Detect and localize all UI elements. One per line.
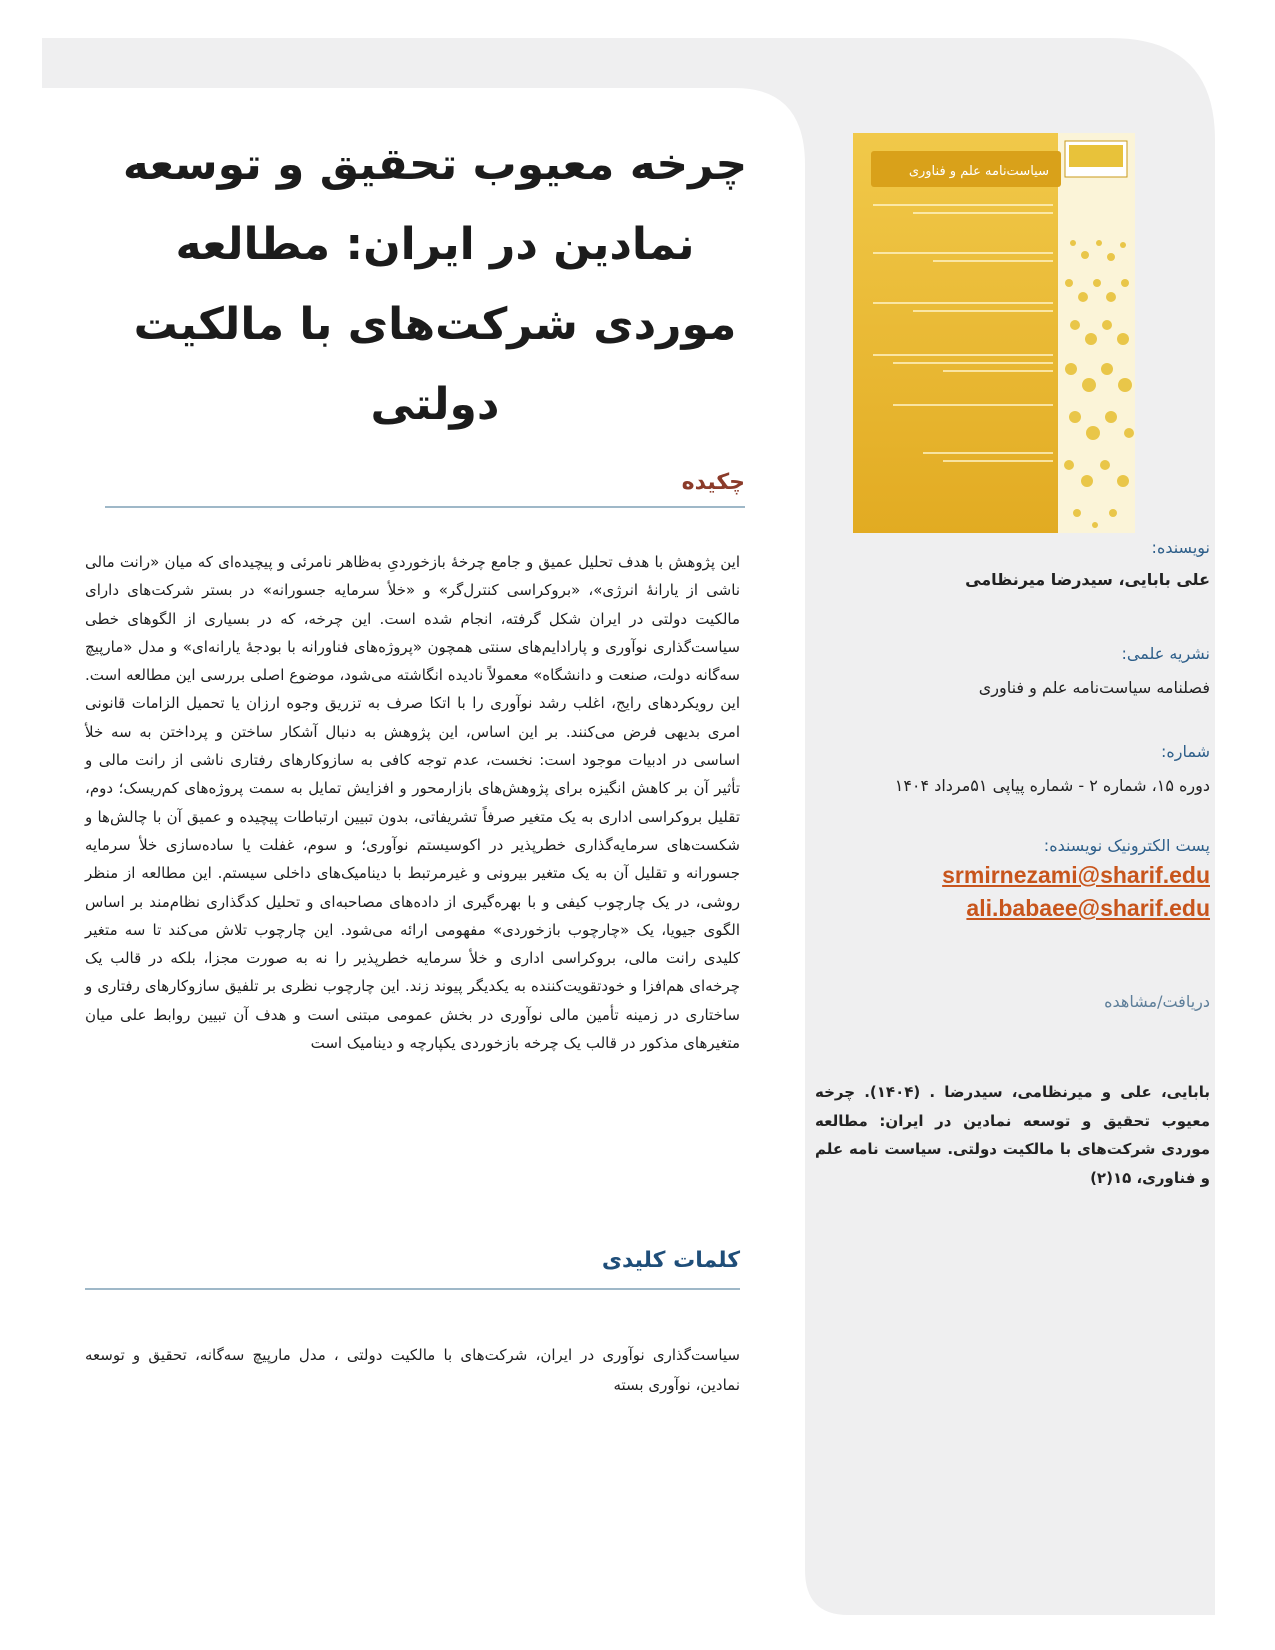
author-email-link[interactable]: ali.babaee@sharif.edu [966,895,1210,921]
issue-info: دوره ۱۵، شماره ۲ - شماره پیاپی ۵۱مرداد ۱۴۰۴ [894,776,1210,795]
author-email-link[interactable]: srmirnezami@sharif.edu [942,862,1210,888]
keywords-heading: کلمات کلیدی [601,1248,740,1273]
keywords-divider [85,1288,740,1290]
journal-cover-image [853,133,1135,533]
cover-journal-name: سیاست‌نامه علم و فناوری [908,164,1049,179]
issue-label: شماره: [1160,742,1210,761]
author-names: علی بابایی، سیدرضا میرنظامی [965,570,1210,589]
author-label: نویسنده: [1151,538,1210,557]
abstract-text: این پژوهش با هدف تحلیل عمیق و جامع چرخهٔ بازخوردیِ به‌ظاهر نامرئی و پیچیده‌ای که میان «رانت مالی ناشی از یارانهٔ انرژی»، «بروکراسی کنترل‌گر» و «خلأ سرمایه جسورانه» در بستر شرکت‌های دارای مالکیت دولتی در ایران شکل گرفته، انجام شده است. این چرخه، که در بسیاری از الگوهای خطی سیاست‌گذاری نوآوری و پارادایم‌های سنتی همچون «پروژه‌های فناورانه با بودجهٔ یارانه‌ای» و مدل «مارپیچ سه‌گانه دولت، صنعت و دانشگاه» معمولاً نادیده انگاشته می‌شود، موضوع اصلی بررسی این مطالعه است. این رویکردهای رایج، اغلب رشد نوآوری را با اتکا صرف به تزریق وجوه ارزان یا تحمیل الزامات قانونی امری بدیهی فرض می‌کنند. بر این اساس، این پژوهش به دنبال آشکار ساختن و پرداختن به سه خلأ اساسی در ادبیات موجود است: نخست، عدم توجه کافی به سازوکارهای رفتاری ناشی از رانت مالی و تأثیر آن بر کاهش انگیزه برای پژوهش‌های بازارمحور و افزایش تمایل به سمت پروژه‌های کم‌ریسک؛ دوم، تقلیل بروکراسی اداری به یک متغیر صرفاً تشریفاتی، بدون تبیین ارتباطات پیچیده و عمیق آن با چالش‌ها و شکست‌های سرمایه‌گذاری خطرپذیر در اکوسیستم نوآوری؛ و سوم، غفلت یا ساده‌سازی خلأ سرمایه جسورانه و تقلیل آن به یک متغیر بیرونی و غیرمرتبط با دینامیک‌های داخلی سیستم. این مطالعه از منظر روشی، در یک چارچوب کیفی و با بهره‌گیری از داده‌های مصاحبه‌ای و تحلیل کدگذاری نظام‌مند بر اساس الگوی جیویا، یک «چارچوب بازخوردی» مفهومی ارائه می‌شود. این چارچوب تلاش می‌کند تا سه متغیر کلیدی رانت مالی، بروکراسی اداری و خلأ سرمایه خطرپذیر را نه به صورت مجزا، بلکه در قالب یک چرخه‌ای هم‌افزا و خودتقویت‌کننده به یکدیگر پیوند زند. این چارچوب نظری بر تلفیق سازوکارهای رفتاری و ساختاری در زمینه تأمین مالی نوآوری در بخش عمومی مبتنی است و هدف آن تبیین روابط علی میان متغیرهای مذکور در قالب یک چرخه بازخوردی یکپارچه و دینامیک است [85,553,740,1053]
journal-name: فصلنامه سیاست‌نامه علم و فناوری [978,678,1210,697]
journal-label: نشریه علمی: [1121,644,1210,663]
abstract-heading: چکیده [681,470,745,495]
citation-label: دریافت/مشاهده [1104,992,1210,1011]
citation-text: بابایی، علی و میرنظامی، سیدرضا . (۱۴۰۴). چرخه معیوب تحقیق و توسعه نمادین در ایران: مطالعه موردی شرکت‌های با مالکیت دولتی. سیاست نامه علم و فناوری، ۱۵(۲) [815,1083,1210,1187]
abstract-divider [105,506,745,508]
email-label: پست الکترونیک نویسنده: [1043,836,1210,855]
keywords-text: سیاست‌گذاری نوآوری در ایران، شرکت‌های با مالکیت دولتی ، مدل مارپیچ سه‌گانه، تحقیق و توسعه نمادین، نوآوری بسته [85,1346,740,1394]
article-title: چرخه معیوب تحقیق و توسعه نمادین در ایران: مطالعه موردی شرکت‌های با مالکیت دولتی [122,139,748,430]
